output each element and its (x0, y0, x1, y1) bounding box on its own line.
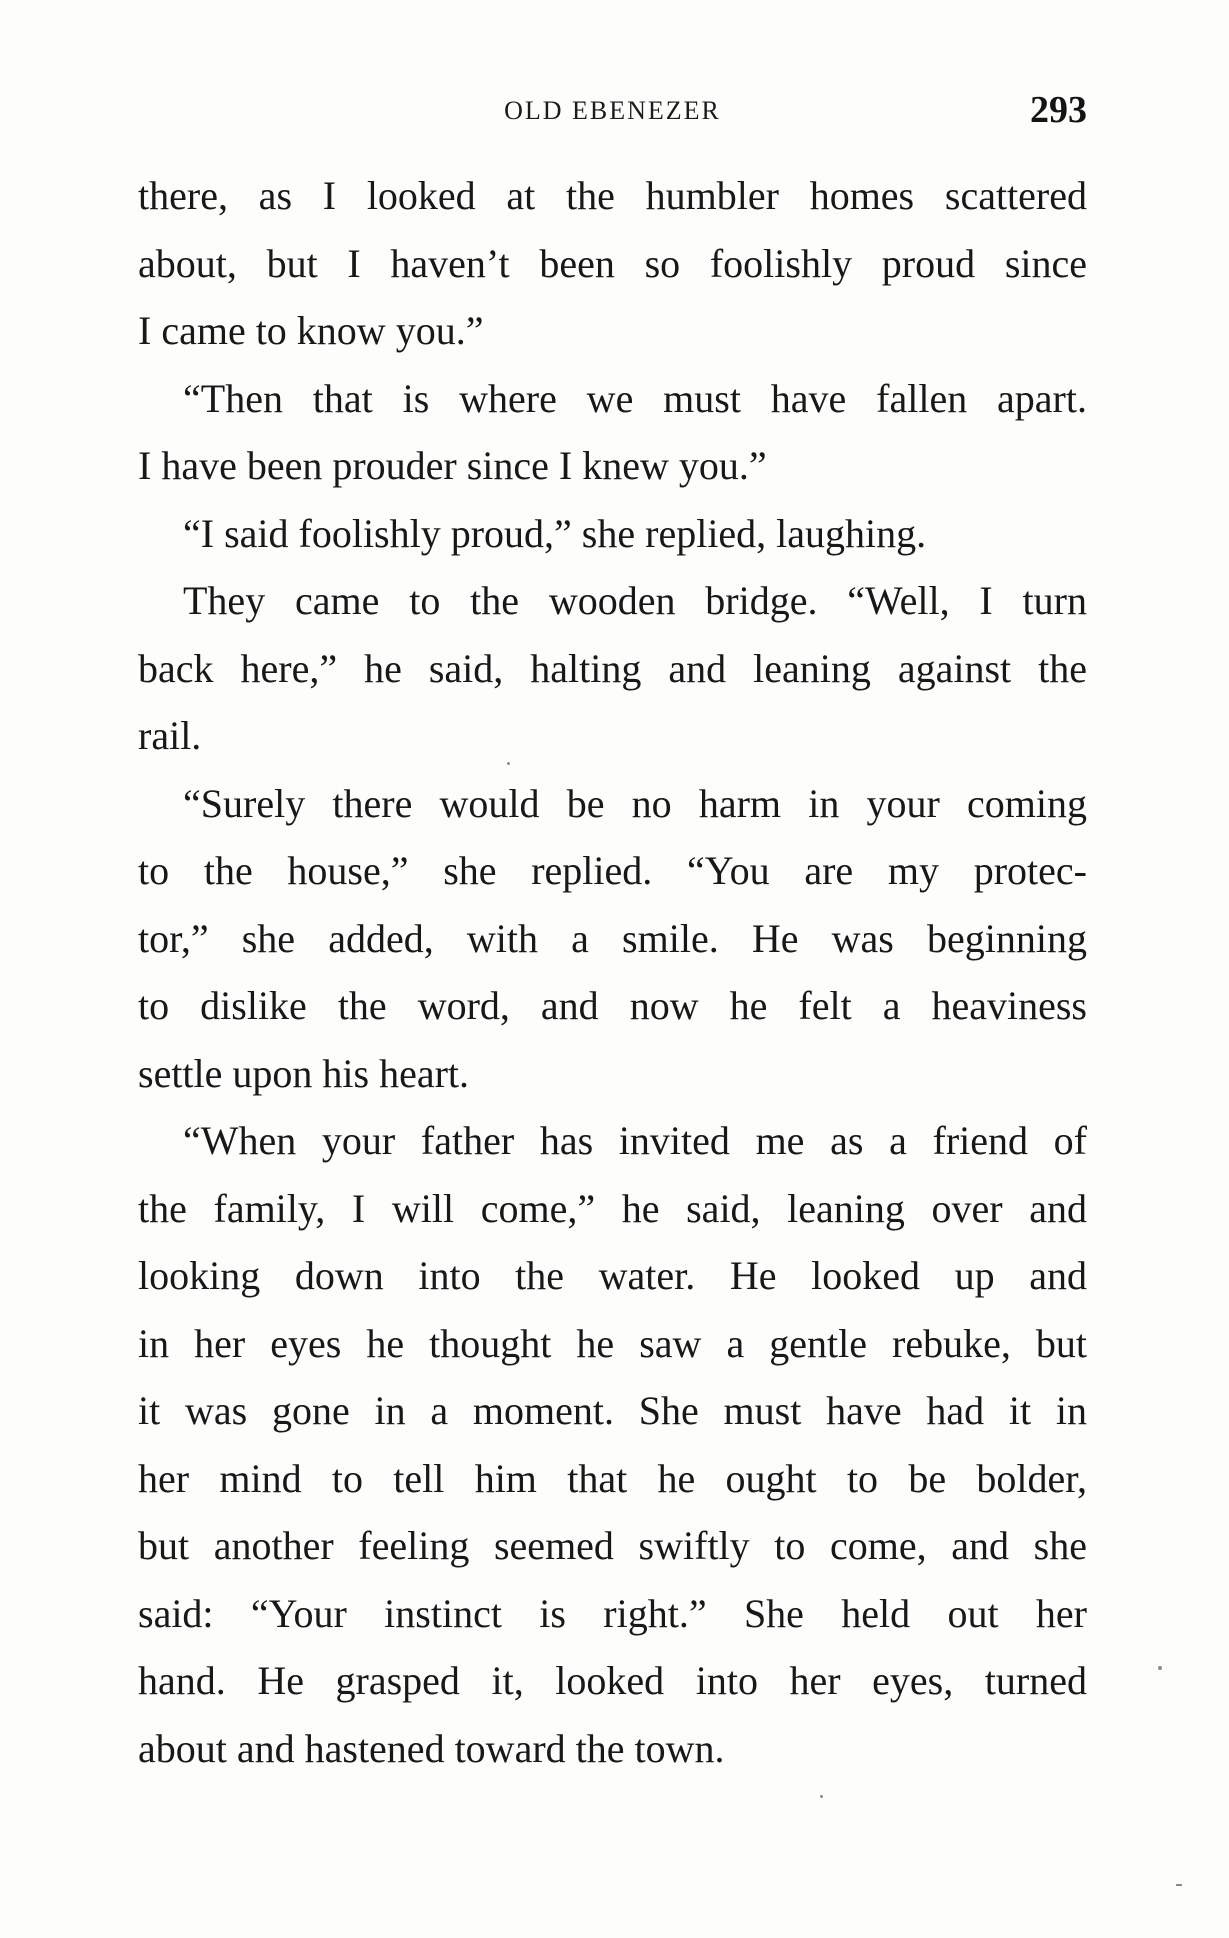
text-line: They came to the wooden bridge. “Well, I turn (183, 578, 1087, 623)
text-line: hand. He grasped it, looked into her eyes, turned (138, 1658, 1087, 1703)
text-line: “Then that is where we must have fallen apart. (183, 375, 1087, 421)
text-line: I have been prouder since I knew you.” (138, 443, 767, 488)
text-line: about, but I haven’t been so foolishly proud since (138, 240, 1087, 286)
text-line: “When your father has invited me as a friend of (183, 1118, 1087, 1163)
body-text (138, 162, 1087, 1782)
page-header (138, 88, 1087, 138)
text-line: looking down into the water. He looked up and (138, 1253, 1087, 1298)
scan-speck (507, 762, 510, 765)
text-line: back here,” he said, halting and leaning against the (138, 645, 1087, 691)
text-line: “Surely there would be no harm in your coming (183, 780, 1087, 826)
scan-speck (1158, 1666, 1162, 1670)
text-line: in her eyes he thought he saw a gentle rebuke, but (138, 1320, 1087, 1366)
text-line: to dislike the word, and now he felt a heaviness (138, 983, 1087, 1028)
running-head: OLD EBENEZER (504, 96, 721, 125)
scan-speck (1176, 1884, 1182, 1886)
text-line: the family, I will come,” he said, leaning over and (138, 1185, 1087, 1231)
text-line: I came to know you.” (138, 308, 484, 353)
scan-speck (820, 1795, 823, 1798)
text-line: about and hastened toward the town. (138, 1725, 725, 1771)
text-line: it was gone in a moment. She must have had it in (138, 1388, 1087, 1433)
text-line: “I said foolishly proud,” she replied, laughing. (183, 510, 927, 556)
text-line: settle upon his heart. (138, 1050, 470, 1096)
text-line: there, as I looked at the humbler homes scattered (138, 173, 1087, 218)
text-line: to the house,” she replied. “You are my protec- (138, 848, 1087, 893)
page-number: 293 (1030, 89, 1087, 131)
text-line: her mind to tell him that he ought to be bolder, (138, 1455, 1087, 1501)
text-line: rail. (138, 713, 202, 758)
text-line: tor,” she added, with a smile. He was beginning (138, 915, 1087, 961)
text-line: said: “Your instinct is right.” She held out her (138, 1590, 1087, 1636)
text-line: but another feeling seemed swiftly to come, and she (138, 1523, 1087, 1568)
